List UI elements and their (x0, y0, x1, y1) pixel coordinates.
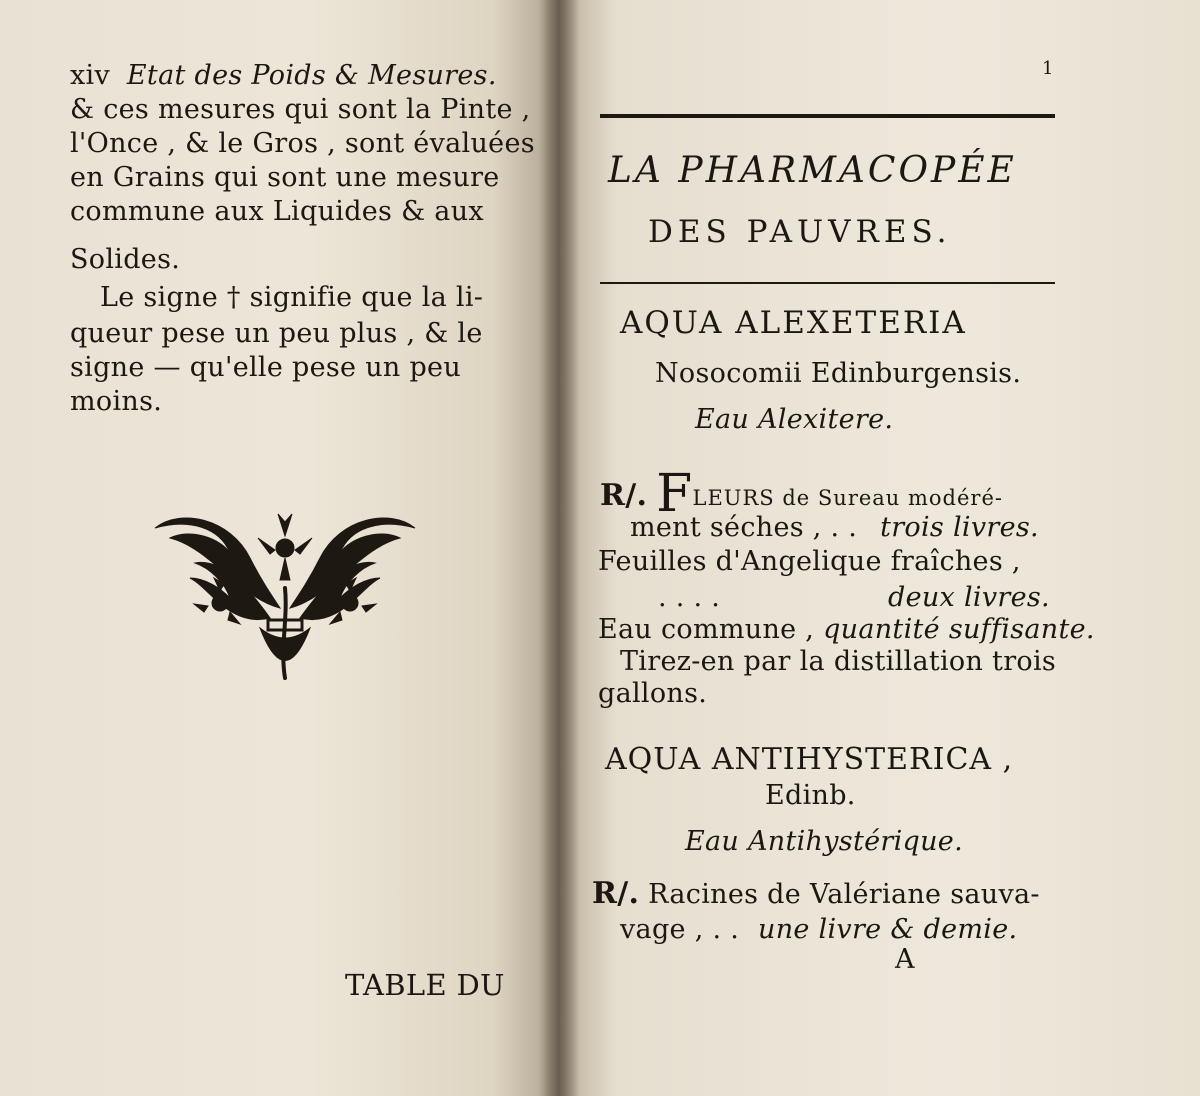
entry2-heading: AQUA ANTIHYSTERICA , (605, 742, 1014, 777)
entry2-subheading: Edinb. (765, 780, 856, 811)
entry2-line-1-text: Racines de Valériane sauva- (648, 879, 1040, 910)
title-rule (600, 282, 1055, 284)
entry1-line-4-qty: deux livres. (888, 582, 1050, 613)
catchword: TABLE DU (345, 968, 505, 1002)
signature-mark: A (895, 944, 915, 975)
entry1-heading: AQUA ALEXETERIA (620, 305, 967, 341)
entry1-line-4 (598, 582, 1050, 613)
left-running-title: Etat des Poids & Mesures. (126, 60, 497, 91)
floral-ornament-icon (150, 508, 420, 688)
left-line-2: l'Once , & le Gros , sont évaluées (70, 128, 535, 159)
entry1-line-3: Feuilles d'Angelique fraîches , (598, 546, 1021, 577)
left-line-1: & ces mesures qui sont la Pinte , (70, 94, 531, 125)
left-folio: xiv (70, 60, 111, 91)
entry1-subheading: Nosocomii Edinburgensis. (655, 358, 1022, 389)
right-page (560, 0, 1200, 1096)
top-rule (600, 114, 1055, 118)
left-line-7: queur pese un peu plus , & le (70, 318, 483, 349)
entry2-line-2-qty: une livre & demie. (758, 914, 1018, 945)
entry1-line-6: Tirez-en par la distillation trois (620, 646, 1057, 677)
entry1-french-name: Eau Alexitere. (695, 404, 894, 435)
entry1-line-5-qty: quantité suffisante. (823, 614, 1095, 645)
recipe-symbol-2: R/. (592, 876, 640, 911)
recipe-symbol: R/. (600, 478, 648, 513)
entry1-line-5 (598, 614, 1095, 645)
entry1-line-2-text: ment séches , . . (630, 512, 858, 543)
entry2-line-2-text: vage , . . (620, 914, 740, 945)
title-line-1: LA PHARMACOPÉE (608, 150, 1017, 191)
entry1-line-5-text: Eau commune , (598, 614, 815, 645)
left-line-3: en Grains qui sont une mesure (70, 162, 500, 193)
left-line-4: commune aux Liquides & aux (70, 196, 484, 227)
entry1-line-1-text: LEURS de Sureau modéré- (692, 486, 1003, 510)
left-line-6: Le signe † signifie que la li- (100, 282, 484, 313)
title-line-2: DES PAUVRES. (648, 214, 952, 250)
left-line-8: signe — qu'elle pese un peu (70, 352, 462, 383)
entry1-line-1 (600, 464, 1003, 524)
left-line-9: moins. (70, 386, 163, 417)
drop-letter: F (656, 464, 693, 524)
entry2-line-2 (620, 914, 1017, 945)
left-line-5: Solides. (70, 244, 181, 275)
entry1-line-4-dots: . . . . (658, 582, 721, 613)
page-number: 1 (1042, 58, 1054, 79)
entry1-line-7: gallons. (598, 678, 708, 709)
entry1-line-2-qty: trois livres. (880, 512, 1039, 543)
entry1-line-2 (630, 512, 1039, 543)
entry2-line-1 (592, 876, 1040, 911)
book-gutter (538, 0, 580, 1096)
entry2-french-name: Eau Antihystérique. (685, 826, 963, 857)
left-page (0, 0, 560, 1096)
left-header (70, 60, 497, 91)
